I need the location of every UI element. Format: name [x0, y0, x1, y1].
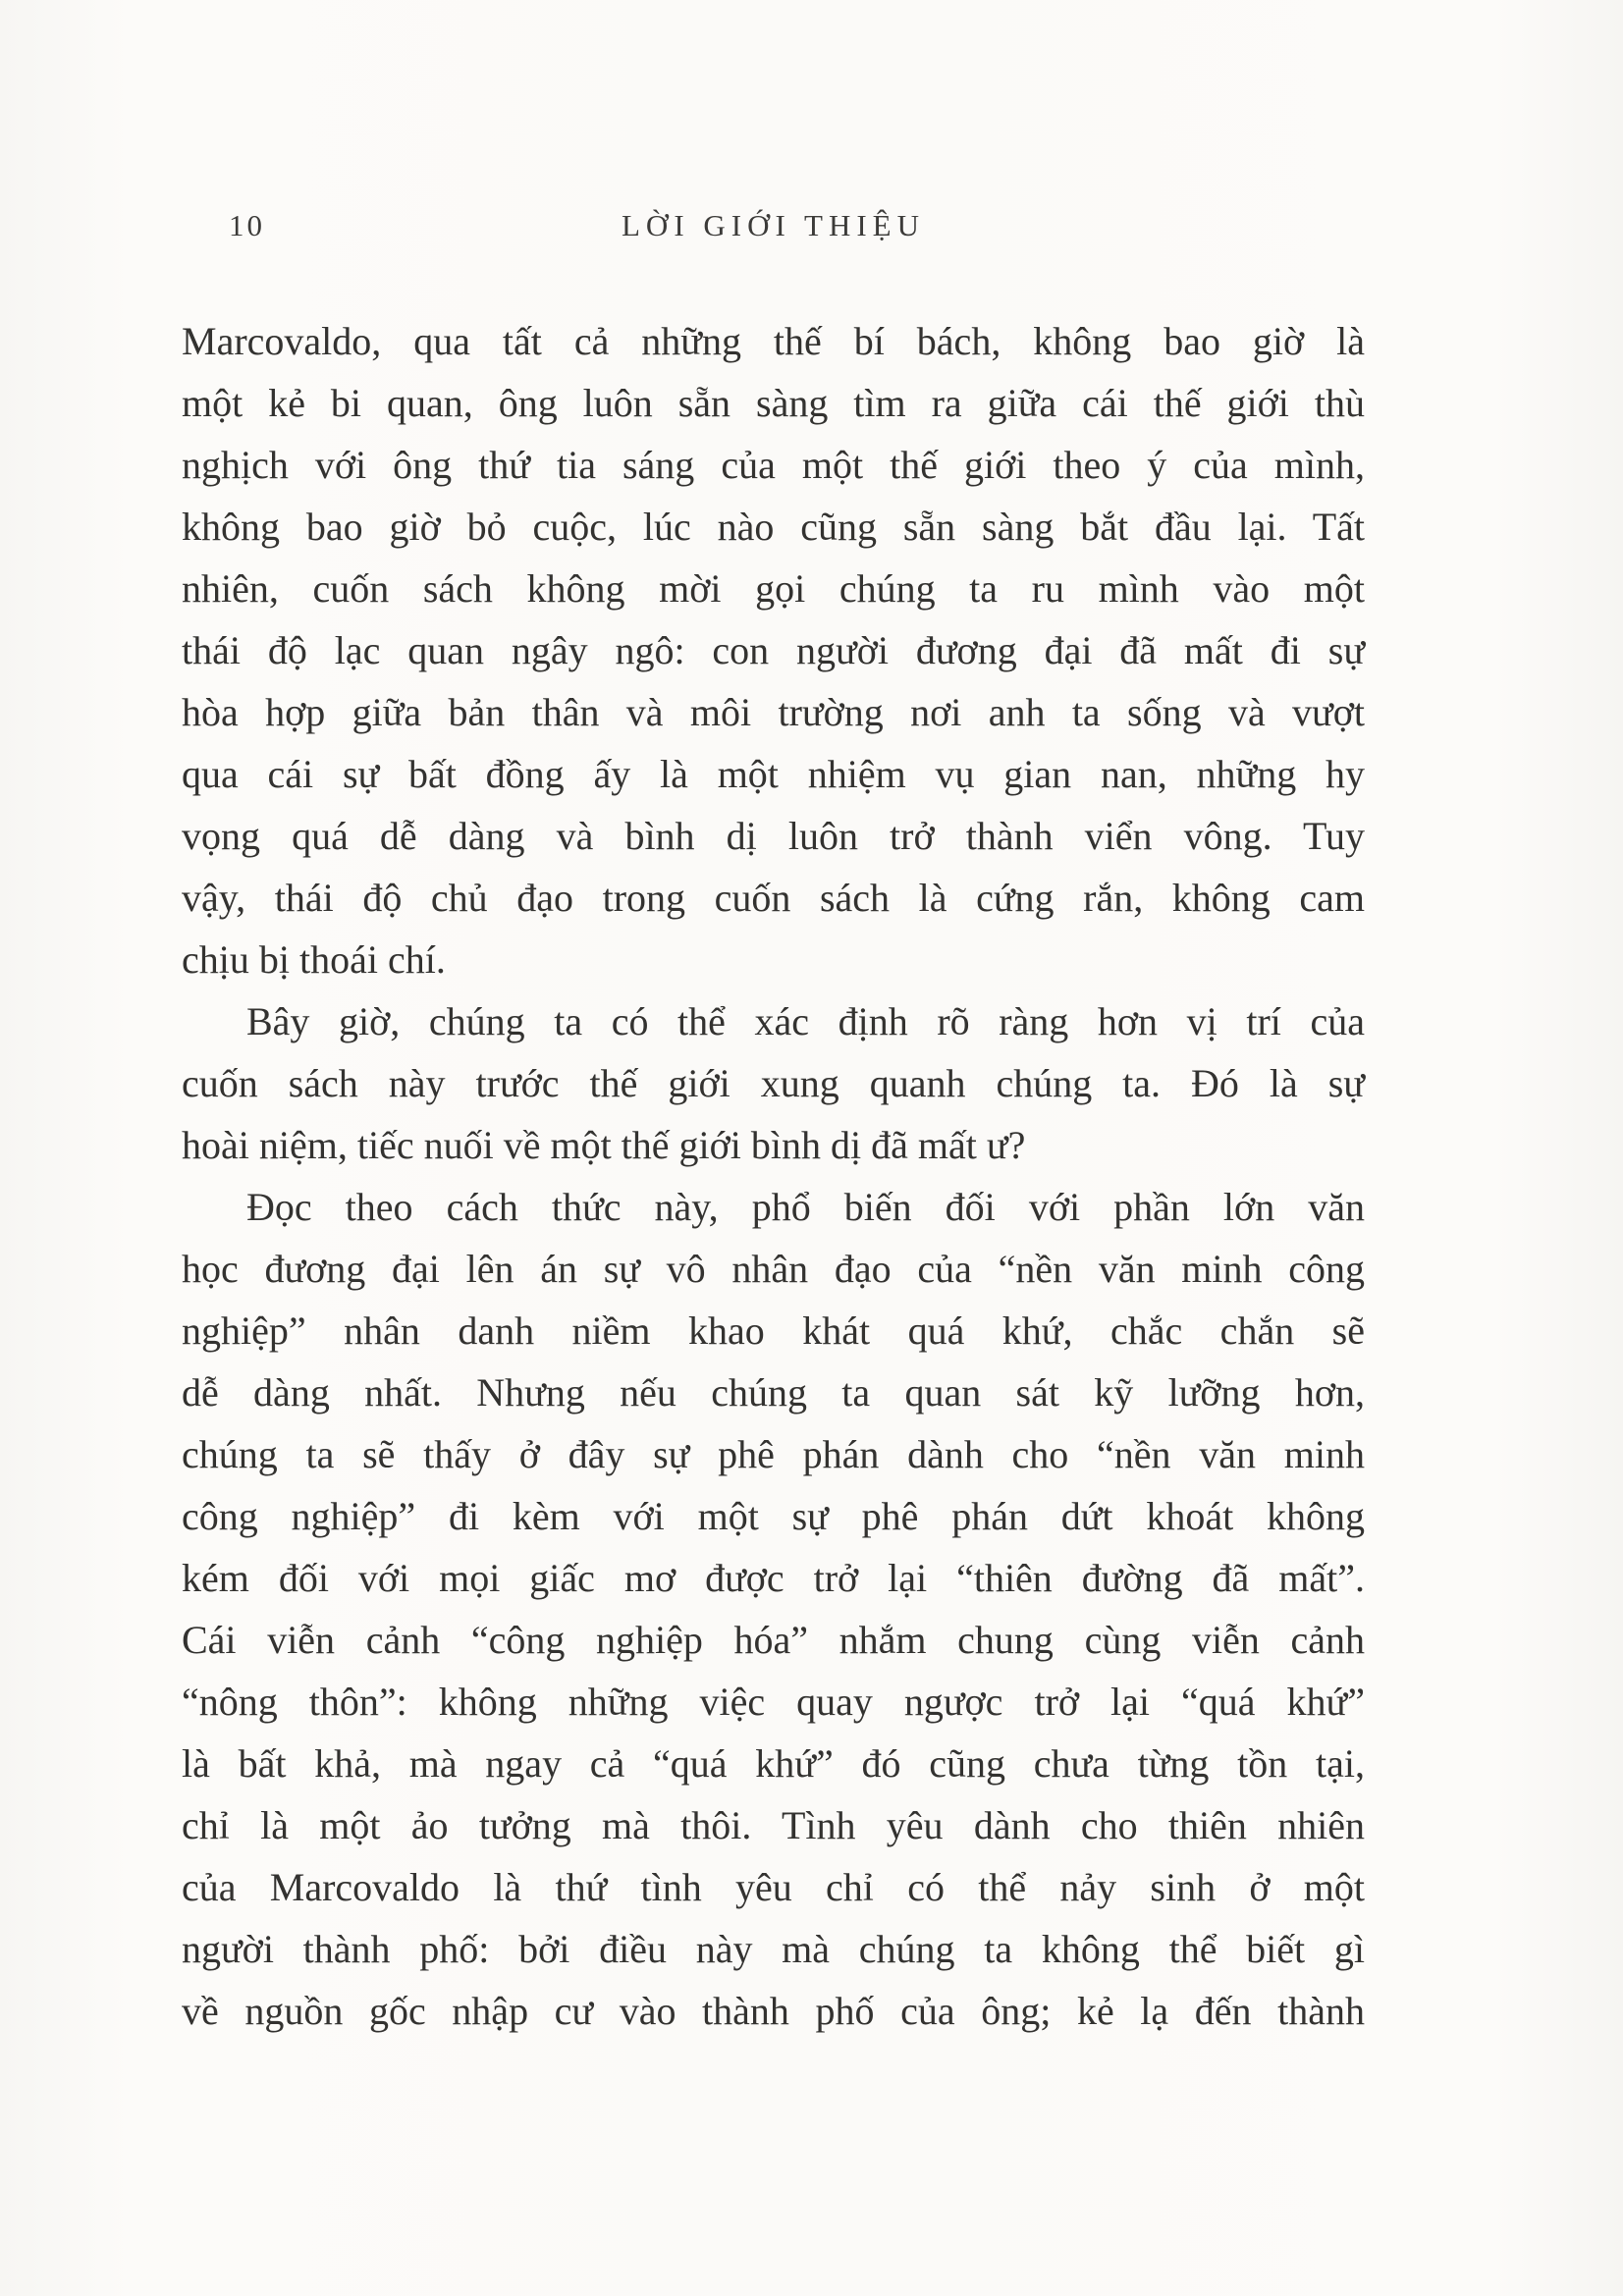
- text-line: hòa hợp giữa bản thân và môi trường nơi anh ta sống và vượt: [182, 690, 1365, 734]
- text-line: Bây giờ, chúng ta có thể xác định rõ ràng hơn vị trí của: [246, 999, 1365, 1043]
- page-number: 10: [229, 208, 265, 242]
- text-line: cuốn sách này trước thế giới xung quanh chúng ta. Đó là sự: [182, 1061, 1365, 1105]
- text-line: thái độ lạc quan ngây ngô: con người đương đại đã mất đi sự: [182, 628, 1365, 672]
- text-line: Đọc theo cách thức này, phổ biến đối với phần lớn văn: [246, 1185, 1365, 1229]
- text-line: nghịch với ông thứ tia sáng của một thế giới theo ý của mình,: [182, 443, 1365, 487]
- text-line: một kẻ bi quan, ông luôn sẵn sàng tìm ra giữa cái thế giới thù: [182, 381, 1365, 425]
- text-line: Cái viễn cảnh “công nghiệp hóa” nhắm chung cùng viễn cảnh: [182, 1618, 1365, 1662]
- text-line: về nguồn gốc nhập cư vào thành phố của ông; kẻ lạ đến thành: [182, 1989, 1365, 2033]
- text-line: “nông thôn”: không những việc quay ngược trở lại “quá khứ”: [182, 1680, 1365, 1724]
- text-line: dễ dàng nhất. Nhưng nếu chúng ta quan sát kỹ lưỡng hơn,: [182, 1370, 1365, 1415]
- text-line: công nghiệp” đi kèm với một sự phê phán dứt khoát không: [182, 1494, 1365, 1538]
- text-line: qua cái sự bất đồng ấy là một nhiệm vụ gian nan, những hy: [182, 752, 1365, 796]
- text-line: Marcovaldo, qua tất cả những thế bí bách, không bao giờ là: [182, 319, 1365, 363]
- text-line: kém đối với mọi giấc mơ được trở lại “thiên đường đã mất”.: [182, 1556, 1365, 1600]
- text-line: nghiệp” nhân danh niềm khao khát quá khứ, chắc chắn sẽ: [182, 1308, 1365, 1353]
- text-line: của Marcovaldo là thứ tình yêu chỉ có thể nảy sinh ở một: [182, 1865, 1365, 1909]
- text-line: nhiên, cuốn sách không mời gọi chúng ta ru mình vào một: [182, 566, 1365, 611]
- text-line: chịu bị thoái chí.: [182, 937, 446, 982]
- text-line: người thành phố: bởi điều này mà chúng ta không thể biết gì: [182, 1927, 1365, 1971]
- running-title: LỜI GIỚI THIỆU: [622, 208, 925, 242]
- text-line: chúng ta sẽ thấy ở đây sự phê phán dành cho “nền văn minh: [182, 1432, 1365, 1476]
- text-line: học đương đại lên án sự vô nhân đạo của “nền văn minh công: [182, 1247, 1365, 1291]
- text-line: chỉ là một ảo tưởng mà thôi. Tình yêu dành cho thiên nhiên: [182, 1803, 1365, 1847]
- text-block: [182, 310, 1365, 2042]
- text-line: vậy, thái độ chủ đạo trong cuốn sách là cứng rắn, không cam: [182, 876, 1365, 920]
- page-header: [182, 208, 1365, 251]
- text-line: hoài niệm, tiếc nuối về một thế giới bình dị đã mất ư?: [182, 1123, 1026, 1167]
- text-line: không bao giờ bỏ cuộc, lúc nào cũng sẵn sàng bắt đầu lại. Tất: [182, 505, 1365, 549]
- text-line: là bất khả, mà ngay cả “quá khứ” đó cũng chưa từng tồn tại,: [182, 1741, 1365, 1786]
- text-line: vọng quá dễ dàng và bình dị luôn trở thành viển vông. Tuy: [182, 814, 1365, 858]
